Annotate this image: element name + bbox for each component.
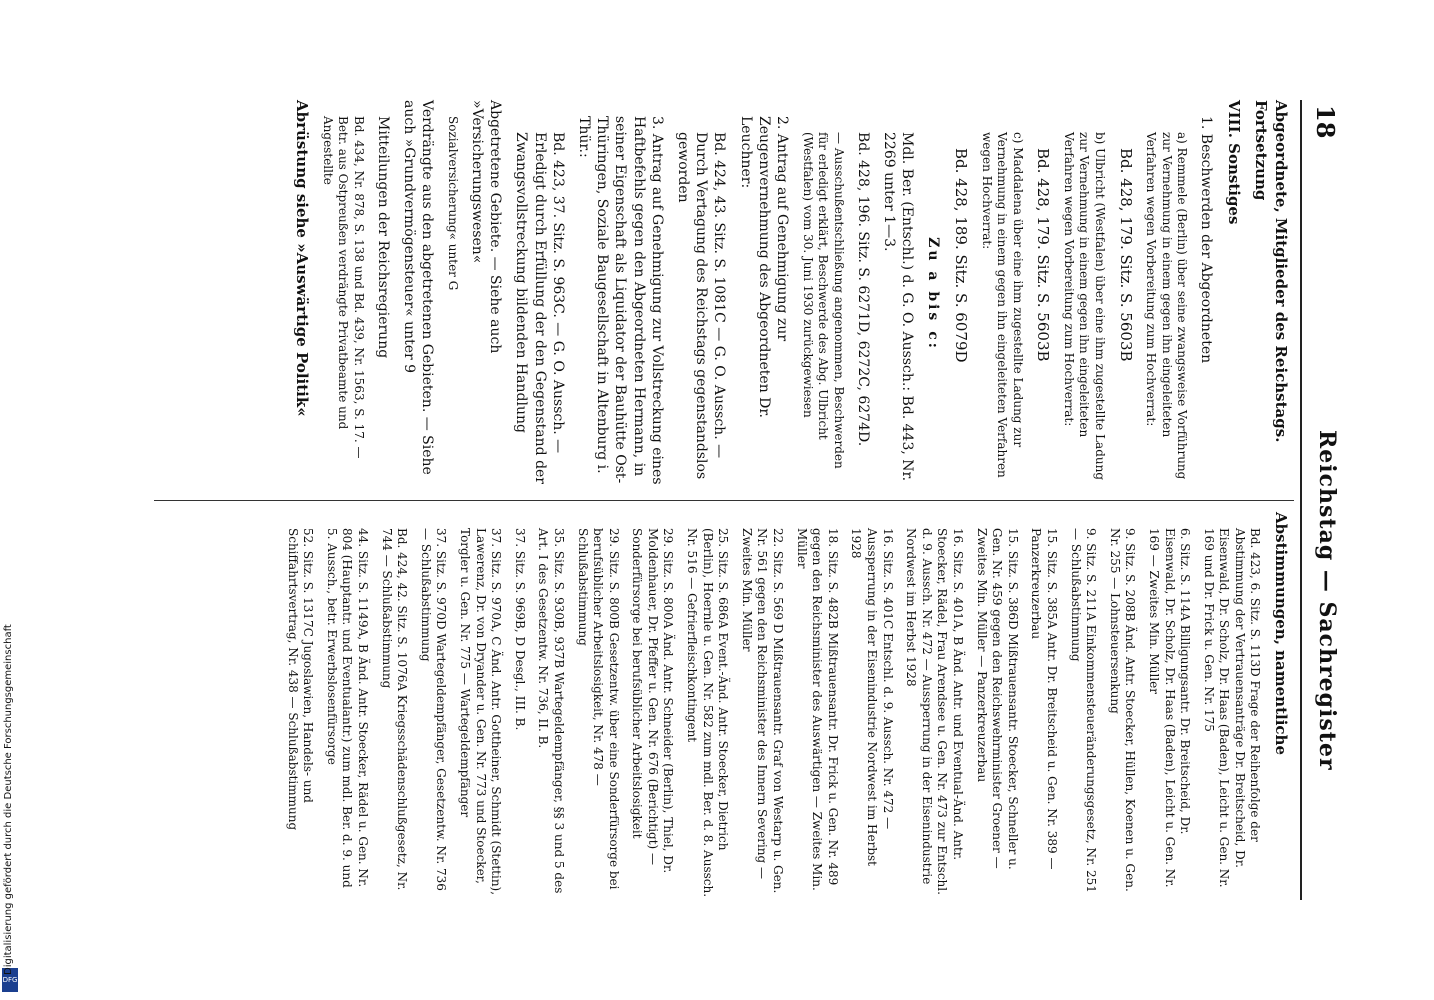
entry-subheading: Zu a bis c: <box>925 237 942 351</box>
digitization-sidebar <box>0 0 22 1000</box>
entry-text: Sozialversicherung« unter G <box>445 116 460 291</box>
vote-entry: 9. Sitz. S. 208B Änd. Antr. Stoecker, Hüllen, Koenen u. Gen. Nr. 255 — Lohnsteuersenkung <box>1107 528 1138 892</box>
left-column <box>284 100 1291 488</box>
vote-entry-list <box>284 512 1262 900</box>
vote-entry: 37. Sitz. S. 970D Wartegeldempfänger, Gesetzentw. Nr. 736 — Schlußabstimmung <box>418 528 449 891</box>
vote-entry: 16. Sitz. S. 401C Entschl. d. 9. Aussch. Nr. 472 — Aussperrung in der Eisenindustrie Nordwest im Herbst 1928 <box>849 528 895 866</box>
entry-reference: Bd. 434, Nr. 878, S. 138 und Bd. 439, Nr. 1563, S. 17. — Betr. aus Ostpreußen verdrängte Privatbeamte und Angestellte <box>320 116 366 459</box>
vote-entry: 15. Sitz. S. 385A Antr. Dr. Breitscheid u. Gen. Nr. 389 — Panzerkreuzerbau <box>1029 528 1059 870</box>
right-column <box>276 512 1290 900</box>
entry-title: 2. Antrag auf Genehmigung zur Zeugenvernehmung des Abgeordneten Dr. Leuchner: <box>737 116 790 419</box>
entry-text: c) Maddalena über eine ihm zugestellte Ladung zur Vernehmung in einem gegen ihn eingeleiteten Verfahren wegen Hochverrat: <box>979 132 1025 478</box>
page-header <box>1300 100 1340 900</box>
running-title: Reichstag — Sachregister <box>1314 430 1340 771</box>
vote-entry: 9. Sitz. S. 211A Einkommensteueränderungsgesetz, Nr. 251 — Schlußabstimmung <box>1068 528 1099 893</box>
page-number: 18 <box>1311 105 1340 139</box>
dfg-logo: DFG <box>2 968 18 992</box>
entry-reference: Bd. 428, 179. Sitz. S. 5603B <box>1116 148 1135 362</box>
subsection-heading: VIII. Sonstiges <box>1225 100 1243 225</box>
entry-title: 3. Antrag auf Genehmigung zur Vollstreckung eines Haftbefehls gegen den Abgeordneten Hermann, in seiner Eigenschaft als Liquidator der Bauhütte Ost-Thüringen, Soziale Baugesellschaft in Altenburg i. Thür.: <box>576 116 665 485</box>
scanned-page <box>140 100 1340 900</box>
vote-entry: 52. Sitz. S. 1317C Jugoslawien, Handels- und Schiffahrtsvertrag, Nr. 438 — Schlußabstimmung <box>285 528 316 831</box>
section-heading: Abgeordnete, Mitglieder des Reichstags. Fortsetzung <box>1252 100 1290 443</box>
vote-entry: 37. Sitz. S. 969B, D Desgl., III. B. <box>512 528 527 731</box>
vote-entry: Bd. 424, 42. Sitz. S. 1076A Kriegsschädenschlußgesetz, Nr. 744 — Schlußabstimmung <box>379 528 410 891</box>
entry-title: Abrüstung siehe »Auswärtige Politik« <box>293 100 311 417</box>
entry-title: Abgetretene Gebiete. — Siehe auch »Versicherungswesen« <box>469 100 504 354</box>
header-rule <box>1300 100 1302 900</box>
entry-title: 1. Beschwerden der Abgeordneten <box>1198 116 1215 364</box>
entry-title: Verdrängte aus den abgetretenen Gebieten. — Siehe auch »Grundvermögensteuer« unter 9 <box>401 100 436 475</box>
entry-reference: Bd. 423, 37. Sitz. S. 963C. — G. O. Aussch. — Erledigt durch Erfüllung der den Gegenstand der Zwangsvollstreckung bildenden Handlung <box>513 132 566 485</box>
vote-entry: 44. Sitz. S. 1149A, B Änd. Antr. Stoecker, Rädel u. Gen. Nr. 804 (Hauptantr. und Eventualantr.) zum mdl. Ber. d. 9. und 5. Aussch., betr. Erwerbslosenfürsorge <box>324 528 370 888</box>
entry-reference: Mdl. Ber. (Entschl.) d. G. O. Aussch.: Bd. 443, Nr. 2269 unter 1—3. <box>881 132 916 482</box>
vote-entry: 29. Sitz. S. 800B Gesetzentw. über eine Sonderfürsorge bei berufsüblicher Arbeitslosigkeit, Nr. 478 — Schlußabstimmung <box>575 528 621 890</box>
vote-entry: 35. Sitz. S. 930B, 937B Wartegeldempfänger, §§ 3 und 5 des Art. I des Gesetzentw. Nr. 736, II. B. <box>536 528 566 894</box>
vote-entry: 18. Sitz. S. 482B Mißtrauensantr. Dr. Frick u. Gen. Nr. 489 gegen den Reichsminister des Auswärtigen — Zweites Min. Müller <box>794 528 840 891</box>
entry-text: a) Remmele (Berlin) über seine zwangsweise Vorführung zur Vernehmung in einem gegen ihn eingeleiteten Verfahren wegen Vorbereitung zum Hochverrat: <box>1144 132 1190 480</box>
entry-reference: Bd. 424, 43. Sitz. S. 1081C — G. O. Aussch. — Durch Vertagung des Reichstags gegenstandslos geworden <box>675 132 728 480</box>
vote-entry: 16. Sitz. S. 401A, B Änd. Antr. und Eventual-Änd. Antr. Stoecker, Rädel, Frau Arendsee u. Gen. Nr. 473 zur Entschl. d. 9. Aussch. Nr. 472 — Aussperrung in der Eisenindustrie Nordwest im Herbst 1928 <box>904 528 965 895</box>
vote-entry: 22. Sitz. S. 569 D Mißtrauensantr. Graf von Westarp u. Gen. Nr. 561 gegen den Reichsminister des Innern Severing — Zweites Min. Müller <box>739 528 786 894</box>
entry-text: b) Ulbricht (Westfalen) über eine ihm zugestellte Ladung zur Vernehmung in einem gegen ihn eingeleiteten Verfahren wegen Vorbereitung zum Hochverrat: <box>1061 132 1108 481</box>
vote-entry: 6. Sitz. S. 114A Billigungsantr. Dr. Breitscheid, Dr. Eisenwald, Dr. Scholz, Dr. Haas (Baden), Leicht u. Gen. Nr. 169 — Zweites Min. Müller <box>1146 528 1193 888</box>
entry-reference: Bd. 428, 179. Sitz. S. 5603B <box>1034 148 1053 362</box>
vote-entry: 15. Sitz. S. 386D Mißtrauensantr. Stoecker, Schneller u. Gen. Nr. 459 gegen den Reichswehrminister Groener — Zweites Min. Müller — Panzerkreuzerbau <box>974 528 1020 870</box>
vote-entry: 37. Sitz. S. 970A, C Änd. Antr. Gottheiner, Schmidt (Stettin), Lawerenz, Dr. von Dryander u. Gen. Nr. 773 und Stoecker, Torgler u. Gen. Nr. 775 — Wartegeldempfänger <box>457 528 504 896</box>
vote-entry: 25. Sitz. S. 686A Event.-Änd. Antr. Stoecker, Dietrich (Berlin), Hoernle u. Gen. Nr. 582 zum mdl. Ber. d. 8. Aussch. Nr. 516 — Gefrierfleischkontingent <box>685 528 731 898</box>
column-divider <box>154 500 1294 501</box>
vote-entry: 29. Sitz. S. 800A Änd. Antr. Schneider (Berlin), Thiel, Dr. Moldenhauer, Dr. Pfeffer u. Gen. Nr. 676 (Berichtigt) — Sonderfürsorge bei berufsüblicher Arbeitslosigkeit <box>630 528 676 874</box>
entry-reference: Bd. 428, 196. Sitz. S. 6271D, 6272C, 6274D. <box>854 132 871 447</box>
vote-entry: Bd. 423, 6. Sitz. S. 113D Frage der Reihenfolge der Abstimmung der Vertrauensanträge Dr. Breitscheid, Dr. Eisenwald, Dr. Scholz, Dr. Haas (Baden), Leicht u. Gen. Nr. 169 und Dr. Frick u. Gen. Nr. 175 <box>1201 528 1263 888</box>
entry-text: — Ausschußentschließung angenommen, Beschwerden für erledigt erklärt, Beschwerde des Abg. Ulbricht (Westfalen) vom 30. Juni 1930 zurückgewiesen <box>800 132 846 469</box>
entry-title: Mitteilungen der Reichsregierung <box>374 116 391 359</box>
funding-note: Digitalisierung gefördert durch die Deutsche Forschungsgemeinschaft <box>3 624 14 975</box>
section-heading: Abstimmungen, namentliche <box>1272 512 1290 755</box>
entry-reference: Bd. 428, 189. Sitz. S. 6079D <box>951 148 970 363</box>
